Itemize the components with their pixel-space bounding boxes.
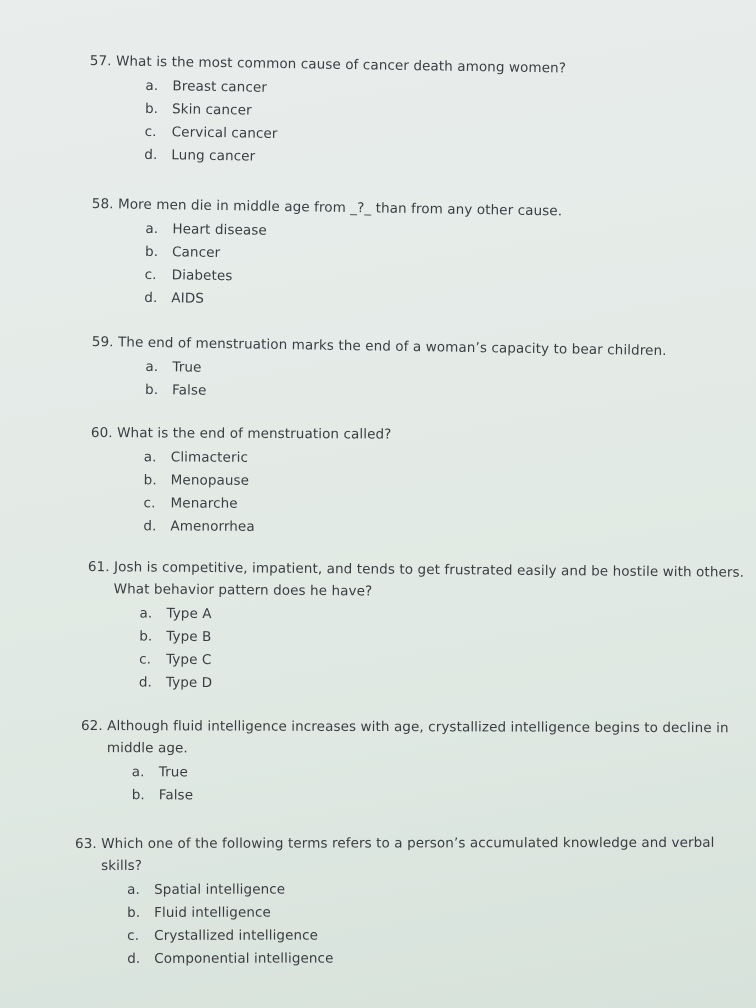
- question-text: What is the most common cause of cancer death among women?: [115, 53, 567, 77]
- option-letter: b.: [127, 904, 141, 921]
- option-text: Componential intelligence: [154, 950, 334, 967]
- option-list: [75, 878, 715, 971]
- option-letter: c.: [143, 495, 156, 512]
- option-text: Menarche: [170, 495, 238, 512]
- question-text-block: [75, 832, 715, 877]
- option-a: [132, 761, 729, 786]
- option-letter: a.: [139, 605, 153, 622]
- option-text: True: [172, 359, 202, 376]
- question-number: 61.: [87, 558, 110, 576]
- option-letter: c.: [139, 651, 152, 668]
- option-letter: d.: [138, 674, 153, 691]
- option-letter: d.: [143, 518, 157, 535]
- question-text-block: [81, 715, 729, 761]
- question-number: 60.: [90, 424, 113, 442]
- question-number: 58.: [91, 195, 114, 213]
- question-number: 59.: [91, 333, 114, 351]
- option-b: [144, 469, 392, 493]
- option-text: AIDS: [171, 290, 205, 307]
- question-text-line: [75, 854, 715, 877]
- option-list: [81, 761, 729, 809]
- option-letter: a.: [145, 77, 159, 95]
- option-c: [127, 924, 715, 948]
- question-text-line: [75, 832, 715, 855]
- option-letter: c.: [144, 266, 157, 284]
- option-text: Diabetes: [171, 267, 233, 285]
- question-text: Although fluid intelligence increases with age, crystallized intelligence begins to decline in: [107, 718, 729, 737]
- option-letter: d.: [144, 289, 158, 307]
- option-letter: a.: [145, 358, 159, 376]
- option-text: Lung cancer: [171, 147, 256, 165]
- option-text: Amenorrhea: [170, 518, 255, 535]
- option-d: [127, 947, 715, 971]
- question-text: Josh is competitive, impatient, and tends to get frustrated easily and be hostile with others.: [114, 559, 745, 581]
- option-letter: c.: [127, 927, 140, 944]
- question-text-line: [91, 422, 392, 446]
- option-text: Heart disease: [172, 221, 267, 239]
- question-number: 63.: [75, 835, 97, 852]
- option-letter: a.: [143, 449, 157, 466]
- option-text: Cervical cancer: [171, 124, 278, 142]
- option-text: True: [158, 764, 188, 781]
- question-61: [87, 556, 744, 700]
- question-text-line: [81, 737, 729, 761]
- question-58: [90, 193, 562, 316]
- option-text: False: [158, 787, 194, 804]
- option-text: Breast cancer: [172, 78, 268, 96]
- option-letter: b.: [144, 100, 159, 118]
- option-a: [127, 878, 715, 902]
- option-text: Spatial intelligence: [154, 881, 286, 898]
- option-list: [88, 74, 566, 173]
- option-text: Skin cancer: [171, 101, 252, 119]
- option-d: [143, 515, 391, 539]
- option-text: Climacteric: [170, 449, 249, 466]
- option-c: [144, 492, 392, 516]
- option-text: Type B: [166, 628, 212, 646]
- question-number: 62.: [80, 718, 103, 735]
- question-text: The end of menstruation marks the end of a woman’s capacity to bear children.: [117, 334, 667, 360]
- question-text: What behavior pattern does he have?: [113, 581, 373, 600]
- option-text: Type A: [166, 605, 212, 623]
- option-letter: b.: [144, 381, 159, 399]
- option-letter: a.: [145, 220, 159, 238]
- option-letter: c.: [144, 123, 157, 141]
- option-letter: b.: [143, 472, 157, 489]
- question-text: What is the end of menstruation called?: [117, 425, 392, 443]
- question-59: [91, 331, 667, 410]
- question-57: [88, 50, 566, 173]
- option-text: Type C: [166, 651, 212, 669]
- option-letter: b.: [144, 243, 159, 261]
- question-60: [90, 422, 391, 540]
- option-b: [127, 901, 715, 925]
- option-d: [139, 671, 743, 699]
- option-list: [91, 355, 666, 410]
- question-text: middle age.: [106, 740, 188, 757]
- option-list: [90, 446, 391, 540]
- option-text: Type D: [165, 674, 213, 692]
- option-text: Cancer: [171, 244, 221, 262]
- option-letter: a.: [127, 881, 140, 898]
- question-62: [81, 715, 729, 809]
- option-letter: d.: [127, 950, 141, 967]
- question-text-line: [81, 715, 729, 739]
- option-list: [90, 217, 562, 316]
- question-text: More men die in middle age from _?_ than from any other cause.: [117, 196, 563, 220]
- option-letter: b.: [139, 628, 153, 645]
- option-text: Crystallized intelligence: [154, 927, 319, 944]
- option-letter: b.: [131, 787, 145, 804]
- option-a: [144, 446, 392, 470]
- option-b: [132, 784, 729, 809]
- question-63: [75, 832, 715, 971]
- question-number: 57.: [89, 52, 112, 70]
- option-text: Fluid intelligence: [154, 904, 271, 921]
- question-text-block: [88, 556, 745, 606]
- option-letter: d.: [144, 146, 158, 164]
- question-text: skills?: [101, 857, 143, 874]
- option-list: [87, 602, 744, 700]
- option-text: Menopause: [170, 472, 250, 489]
- option-text: False: [171, 382, 207, 399]
- question-text: Which one of the following terms refers to a person’s accumulated knowledge and verbal: [101, 834, 715, 852]
- option-letter: a.: [131, 764, 145, 781]
